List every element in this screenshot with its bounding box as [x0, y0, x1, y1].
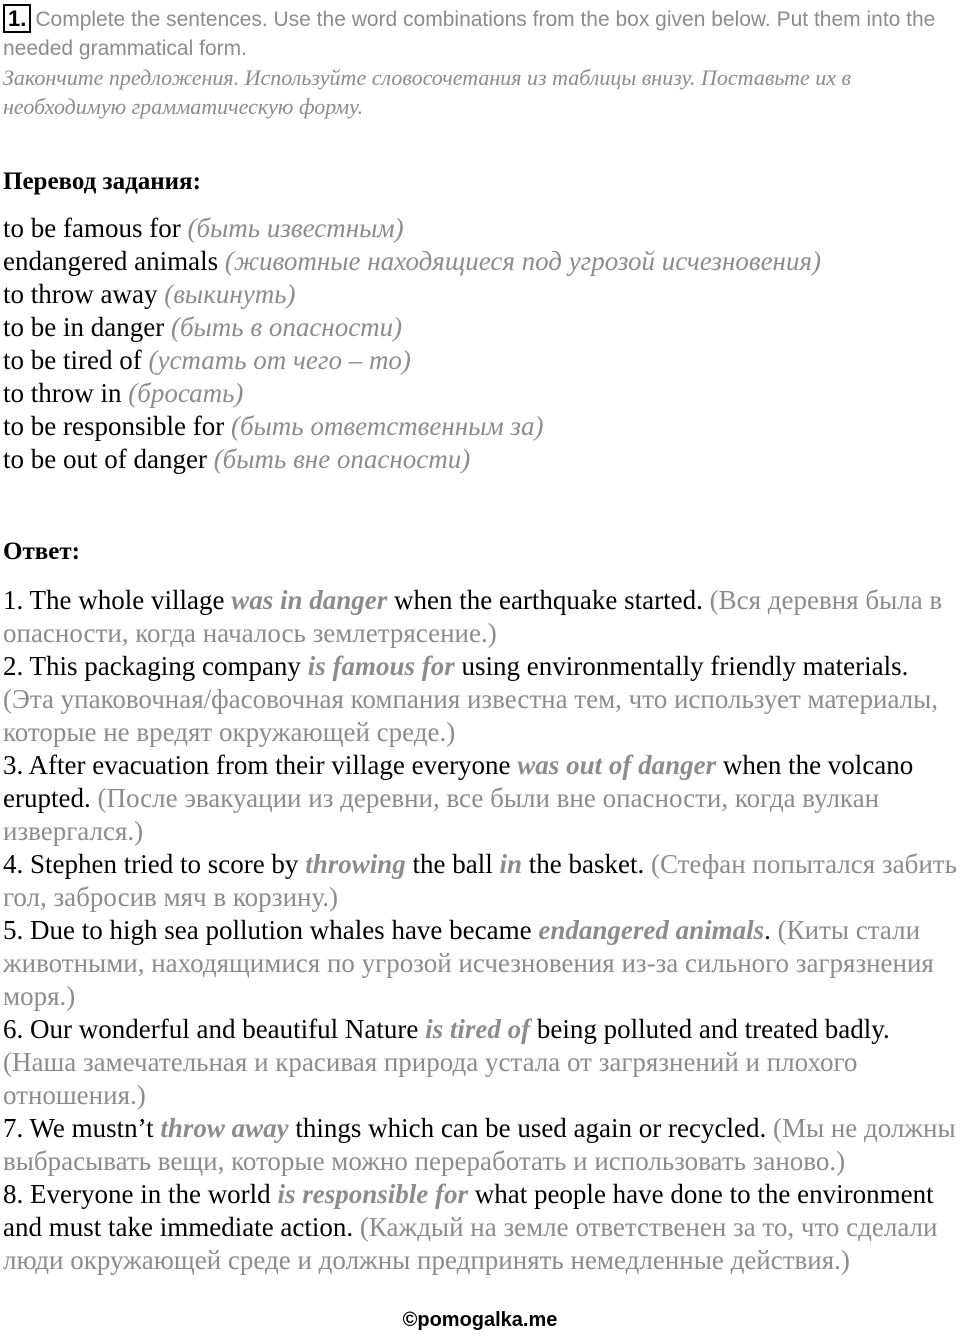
answer-text: when the earthquake started.	[387, 585, 710, 615]
answer-text: being polluted and treated badly.	[530, 1014, 890, 1044]
answer-translation: (Эта упаковочная/фасовочная компания известна тем, что использует материалы, которые не вредят окружающей среде.)	[3, 684, 939, 747]
answer-translation: (После эвакуации из деревни, все были вне опасности, когда вулкан извергался.)	[3, 783, 880, 846]
answer-item	[3, 584, 958, 650]
vocab-ru: (быть ответственным за)	[230, 411, 544, 441]
answer-highlight: in	[499, 849, 523, 879]
answer-text: 8. Everyone in the world	[3, 1179, 278, 1209]
vocab-ru: (быть вне опасности)	[213, 444, 471, 474]
vocab-en: to be out of danger	[3, 444, 207, 474]
answer-item	[3, 650, 958, 749]
answer-text: 2. This packaging company	[3, 651, 308, 681]
answer-list	[3, 584, 958, 1277]
answer-item	[3, 1112, 958, 1178]
answer-translation: (Стефан попытался забить гол, забросив мяч в корзину.)	[3, 849, 957, 912]
answer-highlight: was in danger	[231, 585, 388, 615]
translation-heading: Перевод задания:	[3, 168, 201, 195]
answer-text: the basket.	[522, 849, 651, 879]
answer-text: using environmentally friendly materials.	[454, 651, 909, 681]
answer-text: .	[764, 915, 778, 945]
answer-item	[3, 848, 958, 914]
answer-text: things which can be used again or recycled.	[288, 1113, 773, 1143]
vocab-ru: (быть известным)	[187, 213, 404, 243]
vocab-en: to be tired of	[3, 345, 142, 375]
task-instruction-en-text: Complete the sentences. Use the word combinations from the box given below. Put them into the needed grammatical form.	[3, 8, 936, 60]
task-instruction-ru: Закончите предложения. Используйте словосочетания из таблицы внизу. Поставьте их в необходимую грамматическую форму.	[3, 65, 852, 119]
answer-translation: (Вся деревня была в опасности, когда началось землетрясение.)	[3, 585, 943, 648]
answer-text: 7. We mustn’t	[3, 1113, 161, 1143]
answer-text: 5. Due to high sea pollution whales have became	[3, 915, 539, 945]
vocab-en: to throw away	[3, 279, 158, 309]
answer-highlight: is tired of	[425, 1014, 531, 1044]
answer-translation: (Каждый на земле ответственен за то, что сделали люди окружающей среде и должны предпринять немедленные действия.)	[3, 1212, 938, 1275]
answer-text: 6. Our wonderful and beautiful Nature	[3, 1014, 426, 1044]
site-watermark: ©pomogalka.me	[402, 1309, 558, 1331]
answer-translation: (Киты стали животными, находящимися по угрозой исчезновения из-за сильного загрязнения моря.)	[3, 915, 934, 1011]
answer-highlight: is famous for	[307, 651, 455, 681]
answer-text: 3. After evacuation from their village everyone	[3, 750, 518, 780]
vocab-item	[3, 278, 958, 311]
vocab-ru: (выкинуть)	[164, 279, 296, 309]
answer-text: what people have done to the environment and must take immediate action.	[3, 1179, 934, 1242]
answer-text: 1. The whole village	[3, 585, 232, 615]
answer-text: when the volcano erupted.	[3, 750, 914, 813]
vocab-ru: (бросать)	[128, 378, 244, 408]
answer-item	[3, 749, 958, 848]
vocab-en: to be famous for	[3, 213, 181, 243]
answer-highlight: throwing	[305, 849, 406, 879]
answer-item	[3, 1178, 958, 1277]
answer-highlight: throw away	[160, 1113, 289, 1143]
answer-text: 4. Stephen tried to score by	[3, 849, 306, 879]
answer-item	[3, 914, 958, 1013]
answer-heading: Ответ:	[3, 538, 80, 565]
vocab-item	[3, 410, 958, 443]
task-number: 1.	[3, 4, 31, 33]
vocab-item	[3, 311, 958, 344]
vocab-en: to be responsible for	[3, 411, 225, 441]
answer-text: the ball	[405, 849, 500, 879]
vocab-item	[3, 212, 958, 245]
vocab-item	[3, 344, 958, 377]
answer-highlight: is responsible for	[277, 1179, 468, 1209]
task-instruction-en	[3, 4, 958, 63]
vocab-en: to be in danger	[3, 312, 165, 342]
vocab-ru: (быть в опасности)	[170, 312, 403, 342]
vocab-en: to throw in	[3, 378, 122, 408]
vocab-ru: (устать от чего – то)	[148, 345, 411, 375]
answer-highlight: endangered animals	[538, 915, 765, 945]
vocab-item	[3, 443, 958, 476]
vocab-item	[3, 245, 958, 278]
vocab-ru: (животные находящиеся под угрозой исчезновения)	[224, 246, 821, 276]
answer-translation: (Наша замечательная и красивая природа устала от загрязнений и плохого отношения.)	[3, 1047, 858, 1110]
answer-item	[3, 1013, 958, 1112]
vocabulary-list	[3, 212, 958, 476]
answer-translation: (Мы не должны выбрасывать вещи, которые можно переработать и использовать заново.)	[3, 1113, 956, 1176]
answer-highlight: was out of danger	[517, 750, 717, 780]
vocab-en: endangered animals	[3, 246, 219, 276]
vocab-item	[3, 377, 958, 410]
